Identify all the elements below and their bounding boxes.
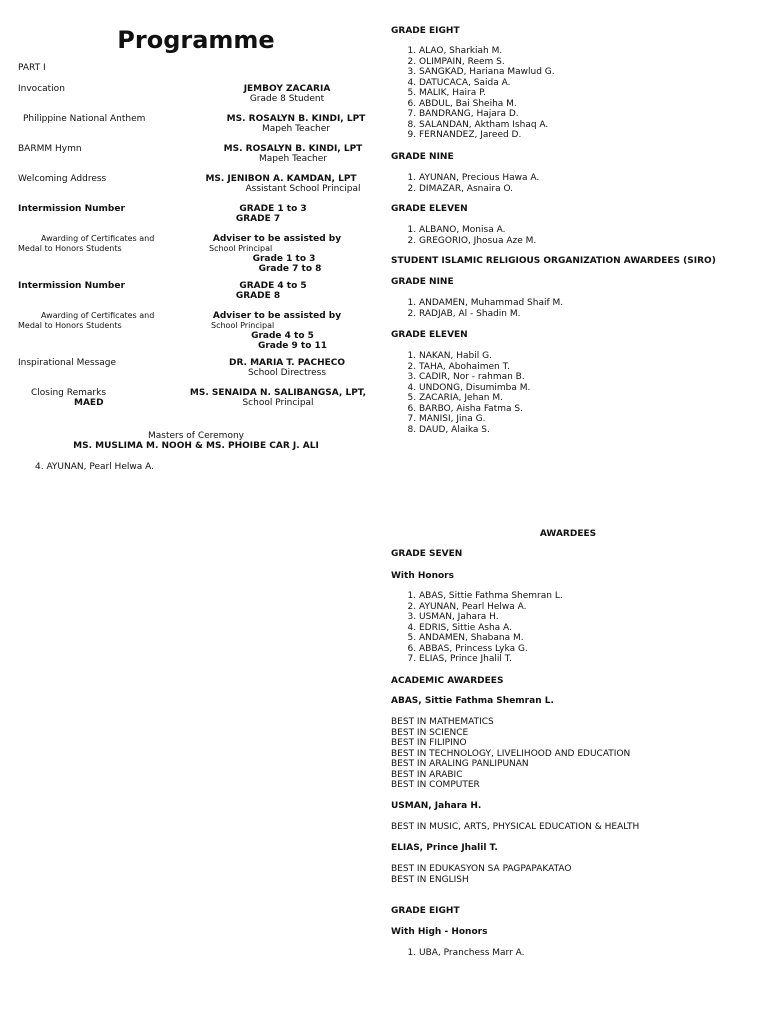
- list-item: 3. CADIR, Nor - rahman B.: [419, 372, 530, 383]
- awardee-name: ELIAS, Prince Jhalil T.: [391, 843, 498, 853]
- siro-grade-eleven-list: [391, 351, 530, 435]
- list-item: 6. ABDUL, Bai Sheiha M.: [419, 99, 555, 110]
- section-heading: GRADE NINE: [391, 152, 454, 162]
- grade-seven-list: [391, 591, 563, 665]
- list-item: 7. MANISI, Jina G.: [419, 414, 530, 425]
- list-item: 1. ALBANO, Monisa A.: [419, 225, 536, 236]
- list-item: 5. MALIK, Haira P.: [419, 88, 555, 99]
- honors-heading: With Honors: [391, 571, 454, 581]
- list-item: 7. BANDRANG, Hajara D.: [419, 109, 555, 120]
- list-item: 6. ABBAS, Princess Lyka G.: [419, 644, 563, 655]
- list-item: 4. EDRIS, Sittie Asha A.: [419, 623, 563, 634]
- program-item-label: Intermission Number: [18, 281, 125, 291]
- grade-eleven-list: [391, 225, 536, 246]
- list-item: 3. SANGKAD, Hariana Mawlud G.: [419, 67, 555, 78]
- part-label: PART I: [18, 63, 46, 73]
- list-item: 1. UBA, Pranchess Marr A.: [419, 948, 525, 959]
- award-item: BEST IN FILIPINO: [391, 738, 467, 748]
- section-heading: STUDENT ISLAMIC RELIGIOUS ORGANIZATION AWARDEES (SIRO): [391, 256, 716, 266]
- mc-label: Masters of Ceremony: [148, 431, 244, 441]
- section-heading: GRADE EIGHT: [391, 26, 460, 36]
- award-item: BEST IN TECHNOLOGY, LIVELIHOOD AND EDUCATION: [391, 748, 631, 759]
- section-heading: ACADEMIC AWARDEES: [391, 676, 504, 686]
- list-item: 1. AYUNAN, Precious Hawa A.: [419, 173, 539, 184]
- list-item: 1. NAKAN, Habil G.: [419, 351, 530, 362]
- page-title: Programme: [117, 26, 275, 54]
- section-heading: GRADE NINE: [391, 277, 454, 287]
- honors-heading: With High - Honors: [391, 927, 488, 937]
- list-item: 4. DATUCACA, Saida A.: [419, 78, 555, 89]
- list-item: 1. ABAS, Sittie Fathma Shemran L.: [419, 591, 563, 602]
- award-list: [391, 822, 639, 833]
- list-item: 7. ELIAS, Prince Jhalil T.: [419, 654, 563, 665]
- list-item: 9. FERNANDEZ, Jareed D.: [419, 130, 555, 141]
- program-item-label: Inspirational Message: [18, 358, 117, 368]
- siro-grade-nine-list: [391, 298, 563, 319]
- award-item: BEST IN MATHEMATICS: [391, 717, 494, 727]
- list-item: 2. OLIMPAIN, Reem S.: [419, 57, 555, 68]
- section-heading: GRADE ELEVEN: [391, 330, 468, 340]
- award-item: BEST IN ENGLISH: [391, 874, 469, 885]
- program-item-label: Welcoming Address: [18, 174, 107, 184]
- award-item: BEST IN EDUKASYON SA PAGPAPAKATAO: [391, 864, 572, 874]
- list-item: 1. ALAO, Sharkiah M.: [419, 46, 555, 57]
- list-item: 6. BARBO, Aisha Fatma S.: [419, 404, 530, 415]
- program-item-person: JEMBOY ZACARIA Grade 8 Student: [243, 84, 331, 104]
- program-item-label: Philippine National Anthem: [23, 114, 146, 124]
- award-list: [391, 864, 572, 885]
- list-item: 2. DIMAZAR, Asnaira O.: [419, 184, 539, 195]
- list-item: 4. UNDONG, Disumimba M.: [419, 383, 530, 394]
- program-item-label: Awarding of Certificates and Medal to Honors Students: [18, 311, 155, 330]
- grade-eight-high-honors-list: [391, 948, 525, 959]
- section-heading: GRADE EIGHT: [391, 906, 460, 916]
- program-item-label: Intermission Number: [18, 204, 125, 214]
- awardee-name: ABAS, Sittie Fathma Shemran L.: [391, 696, 554, 706]
- award-item: BEST IN ARABIC: [391, 769, 463, 780]
- list-item: 5. ZACARIA, Jehan M.: [419, 393, 530, 404]
- list-item: 2. AYUNAN, Pearl Helwa A.: [419, 602, 563, 613]
- program-item-person: MS. ROSALYN B. KINDI, LPT Mapeh Teacher: [223, 144, 363, 164]
- grade-eight-list: [391, 46, 555, 141]
- program-item-person: DR. MARIA T. PACHECO School Directress: [228, 358, 346, 378]
- list-item: 2. TAHA, Abohaimen T.: [419, 362, 530, 373]
- section-heading: GRADE ELEVEN: [391, 204, 468, 214]
- section-heading: GRADE SEVEN: [391, 549, 463, 559]
- awardee-name: USMAN, Jahara H.: [391, 801, 482, 811]
- award-item: BEST IN MUSIC, ARTS, PHYSICAL EDUCATION & HEALTH: [391, 822, 640, 832]
- program-item-label: Invocation: [18, 84, 65, 94]
- grade-nine-list: [391, 173, 539, 194]
- award-item: BEST IN COMPUTER: [391, 780, 480, 790]
- stray-list-item: 4. AYUNAN, Pearl Helwa A.: [35, 462, 154, 472]
- program-item-person: MS. JENIBON A. KAMDAN, LPT Assistant School Principal: [205, 174, 361, 194]
- list-item: 1. ANDAMEN, Muhammad Shaif M.: [419, 298, 563, 309]
- program-item-person: MS. SENAIDA N. SALIBANGSA, LPT, School Principal: [189, 388, 367, 408]
- program-item-label: Closing Remarks MAED: [31, 388, 107, 408]
- list-item: 3. USMAN, Jahara H.: [419, 612, 563, 623]
- list-item: 8. DAUD, Alaika S.: [419, 425, 530, 436]
- program-item-label: BARMM Hymn: [18, 144, 82, 154]
- mc-names: MS. MUSLIMA M. NOOH & MS. PHOIBE CAR J. ALI: [73, 441, 319, 451]
- program-item-person: Adviser to be assisted by School Principal Grade 1 to 3 Grade 7 to 8: [209, 234, 342, 274]
- program-item-person: Adviser to be assisted by School Principal Grade 4 to 5 Grade 9 to 11: [211, 311, 342, 351]
- list-item: 2. RADJAB, Al - Shadin M.: [419, 309, 563, 320]
- list-item: 2. GREGORIO, Jhosua Aze M.: [419, 236, 536, 247]
- program-item-person: GRADE 4 to 5 GRADE 8: [235, 281, 307, 301]
- program-item-person: GRADE 1 to 3 GRADE 7: [235, 204, 307, 224]
- award-item: BEST IN ARALING PANLIPUNAN: [391, 759, 529, 769]
- awardees-heading: AWARDEES: [539, 529, 597, 539]
- award-item: BEST IN SCIENCE: [391, 727, 469, 738]
- program-item-person: MS. ROSALYN B. KINDI, LPT Mapeh Teacher: [226, 114, 366, 134]
- list-item: 8. SALANDAN, Aktham Ishaq A.: [419, 120, 555, 131]
- program-item-label: Awarding of Certificates and Medal to Honors Students: [18, 234, 155, 253]
- award-list: [391, 717, 630, 791]
- list-item: 5. ANDAMEN, Shabana M.: [419, 633, 563, 644]
